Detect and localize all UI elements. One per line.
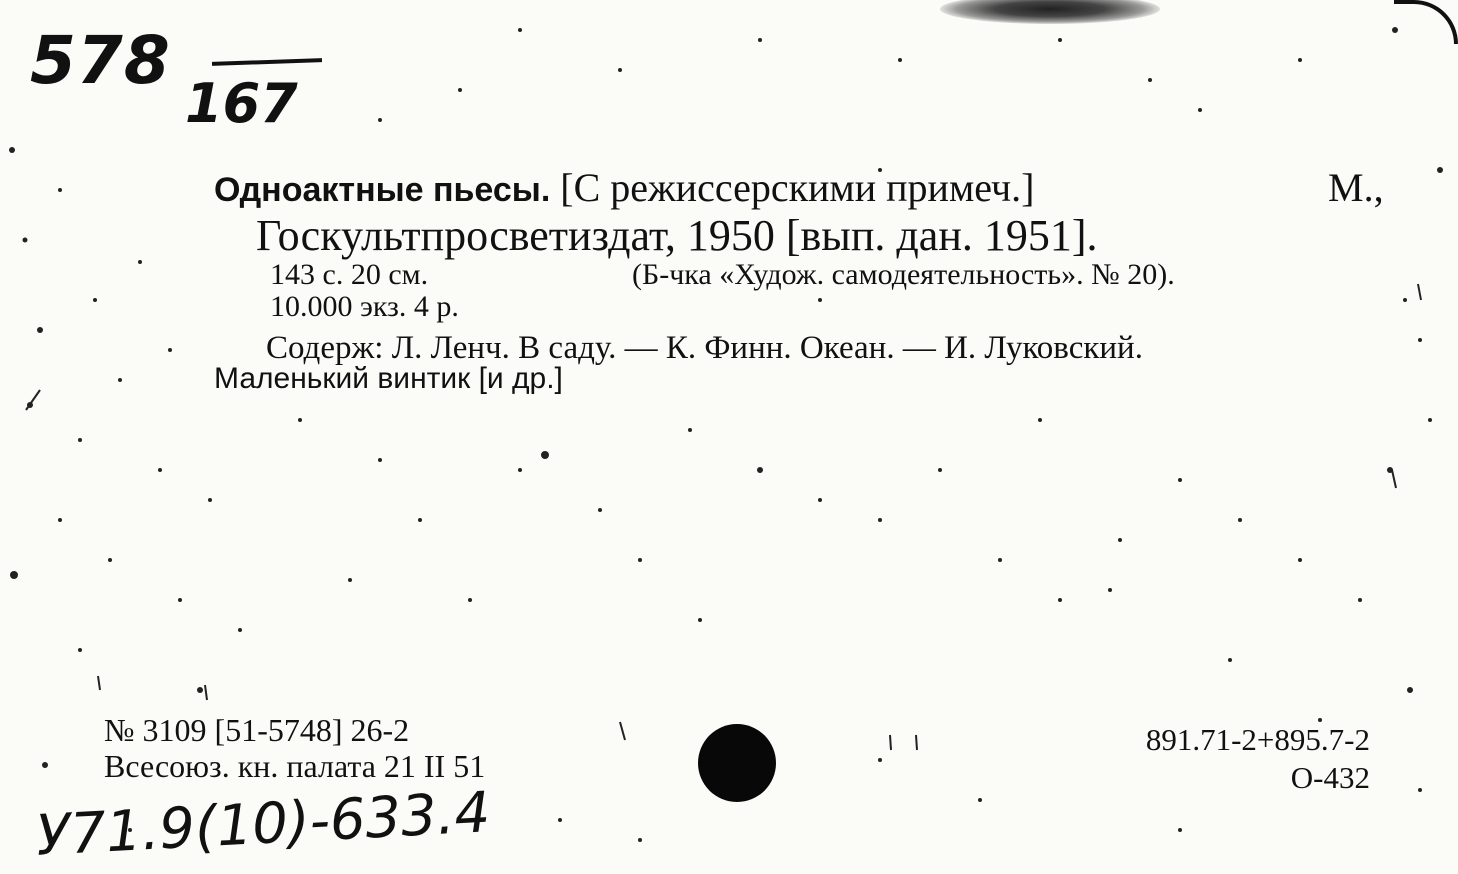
punch-hole — [698, 724, 776, 802]
book-title: Одноактные пьесы. — [214, 171, 551, 209]
contents-line-1: Содерж: Л. Ленч. В саду. — К. Финн. Океан. — И. Луковский. — [266, 330, 1143, 366]
publication-place: М., — [1328, 165, 1384, 210]
handwritten-index: У71.9(10)-633.4 — [34, 780, 492, 869]
series-statement: (Б-чка «Худож. самодеятельность». № 20). — [632, 258, 1175, 291]
record-number: № 3109 [51-5748] 26-2 — [104, 712, 410, 748]
shelf-mark-number: 167 — [185, 72, 298, 135]
contents-line-2: Маленький винтик [и др.] — [214, 362, 563, 395]
publisher-line: Госкультпросветиздат, 1950 [вып. дан. 1951]. — [256, 211, 1098, 260]
title-line — [214, 164, 1034, 211]
book-chamber-line: Всесоюз. кн. палата 21 II 51 — [104, 748, 486, 784]
title-note: [С режиссерскими примеч.] — [550, 165, 1035, 210]
physical-extent: 143 с. 20 см. — [270, 258, 429, 291]
print-run-price: 10.000 экз. 4 р. — [270, 290, 459, 323]
shelf-mark-code: 578 — [30, 22, 171, 99]
author-mark: О-432 — [1290, 760, 1370, 795]
classification-index: 891.71-2+895.7-2 — [1145, 722, 1370, 757]
